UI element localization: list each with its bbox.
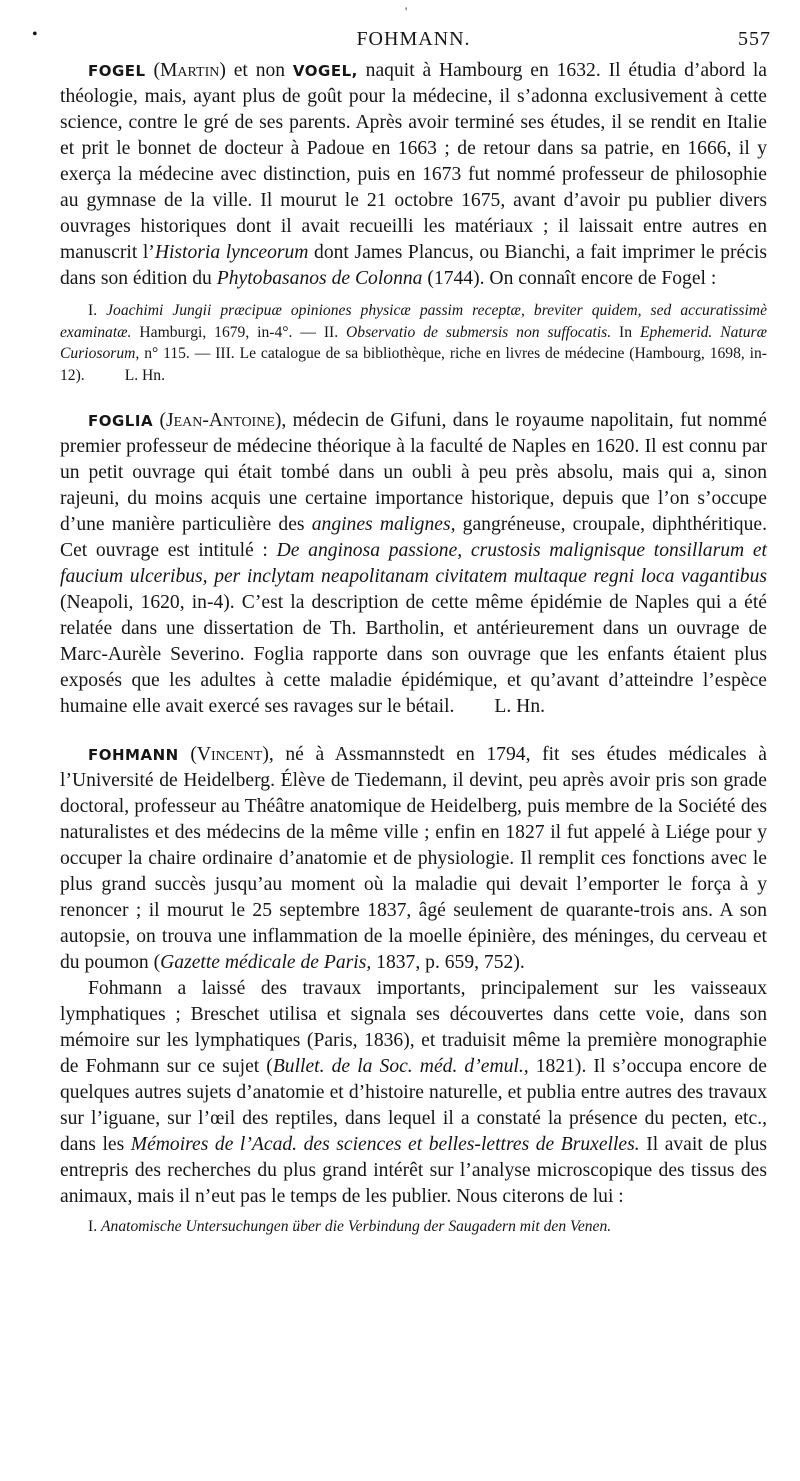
- running-head: FOHMANN.: [356, 28, 471, 50]
- foglia-body: médecin de Gifuni, dans le royaume napolitain, fut nommé premier professeur de médecine théorique à la faculté de Naples en 1620. Il est connu par un petit ouvrage qui était tombé dans un oubli à peu près absolu, mais qui a, sinon rajeuni, du moins acquis une certaine importance historique, depuis que l’on s’occupe d’une manière particulière des: [60, 410, 767, 535]
- foglia-forename: (Jean-Antoine),: [159, 410, 287, 431]
- fogel-title-phytobasanos: Phytobasanos de Colonna: [216, 268, 423, 289]
- fohmann-body-2: 1837, p. 659, 752).: [371, 952, 525, 973]
- fogel-body-3: (1744). On connaît encore de Fogel :: [422, 268, 717, 289]
- fohmann-body: né à Assmannstedt en 1794, fit ses études médicales à l’Université de Heidelberg. Élève de Tiedemann, il devint, peu après avoir pris son grade doctoral, professeur au Théâtre anatomique de Heidelberg, puis membre de la Société des naturalistes et des médecins de la même ville ; enfin en 1827 il fut appelé à Liége pour y occuper la chaire ordinaire d’anatomie et de physiologie. Il remplit ces fonctions avec le plus grand succès jusqu’au moment où la maladie qui devait l’emporter le força à y renoncer ; il mourut le 25 septembre 1837, âgé seulement de quarante-trois ans. A son autopsie, on trouva une inflammation de la moelle épinière, des méninges, du cerveau et du poumon (: [60, 744, 767, 973]
- fohmann-p2-text-3: Il avait de plus entrepris des recherches du plus grand intérêt sur l’analyse microscopique des tissus des animaux, mais il n’eut pas le temps de les publier. Nous citerons de lui :: [60, 1134, 767, 1207]
- signature: L. Hn.: [494, 696, 546, 717]
- fohmann-bibliography: [60, 1216, 767, 1238]
- fogel-bibliography: [60, 300, 767, 386]
- page-number: 557: [738, 28, 771, 50]
- bib-title: Anatomische Untersuchungen über die Verbindung der Saugadern mit den Venen.: [101, 1218, 612, 1235]
- fogel-title-historia: Historia lynceorum: [154, 242, 309, 263]
- bib-number: I.: [88, 1218, 101, 1235]
- headword-fogel: FOGEL: [88, 62, 146, 80]
- fohmann-source-gazette: Gazette médicale de Paris,: [160, 952, 372, 973]
- bib-text: In: [611, 323, 640, 341]
- fogel-text: et non: [225, 60, 293, 81]
- fohmann-paragraph-2: [60, 976, 767, 1210]
- fogel-body-2: dont James Plancus, ou Bianchi, a fait imprimer le précis dans son édition du: [60, 242, 767, 289]
- fohmann-forename: (Vincent),: [190, 744, 274, 765]
- fohmann-p2-memoires: Mémoires de l’Acad. des sciences et belles-lettres de Bruxelles.: [130, 1134, 640, 1155]
- fohmann-p2-bulletin: Bullet. de la Soc. méd. d’emul.,: [272, 1056, 529, 1077]
- fohmann-p2-text: Fohmann a laissé des travaux importants, principalement sur les vaisseaux lymphatiques ; Breschet utilisa et signala ses découvertes dans cette voie, dans son mémoire sur les lymphatiques (Paris, 1836), et traduisit même la première monographie de Fohmann sur ce sujet (: [60, 978, 767, 1077]
- signature: L. Hn.: [124, 366, 165, 384]
- fohmann-p2-text-2: 1821). Il s’occupa encore de quelques autres sujets d’anatomie et d’histoire naturelle, et publia entre autres des travaux sur l’iguane, sur l’œil des reptiles, dans lequel il a constaté la présence du pecten, etc., dans les: [60, 1056, 767, 1155]
- fogel-body: naquit à Hambourg en 1632. Il étudia d’abord la théologie, mais, ayant plus de goût pour la médecine, il s’adonna exclusivement à cette science, contre le gré de ses parents. Après avoir terminé ses études, il se rendit en Italie et prit le bonnet de docteur à Padoue en 1663 ; de retour dans sa patrie, en 1666, il y exerça la médecine avec distinction, puis en 1673 fut nommé professeur de philosophie au gymnase de la ville. Il mourut le 21 octobre 1675, avant d’avoir pu publier divers ouvrages historiques dont il avait recueilli les matériaux ; il laissait entre autres en manuscrit l’: [60, 60, 767, 263]
- entry-foglia: [60, 408, 767, 720]
- entry-fohmann: [60, 742, 767, 976]
- foglia-body-2: gangréneuse, croupale, diphthéritique. Cet ouvrage est intitulé :: [60, 514, 767, 561]
- fogel-forename: (Martin): [153, 60, 226, 81]
- document-page: [32, 4, 771, 1238]
- bib-title: Joachimi Jungii præcipuæ opiniones physicæ passim receptæ, breviter quidem, sed accuratissimè examinatæ.: [60, 302, 767, 341]
- bib-text: Hamburgi, 1679, in-4°. — II.: [131, 323, 347, 341]
- top-mark: ': [405, 4, 409, 18]
- foglia-italic-angines: angines malignes,: [311, 514, 456, 535]
- headword-foglia: FOGLIA: [88, 412, 154, 430]
- bib-title: Observatio de submersis non suffocatis.: [346, 323, 612, 341]
- headword-fohmann: FOHMANN: [88, 746, 179, 764]
- entry-fogel: [60, 58, 767, 292]
- bib-number: I.: [88, 302, 107, 319]
- margin-mark: •: [32, 26, 39, 43]
- page-header: [32, 4, 771, 58]
- bib-text: n° 115. — III. Le catalogue de sa bibliothèque, riche en livres de médecine (Hambourg, 1698, in-12).: [60, 345, 767, 384]
- foglia-title-de-anginosa: De anginosa passione, crustosis malignisque tonsillarum et faucium ulceribus, per inclytam neapolitanam civitatem multaque regni loca vagantibus: [60, 540, 767, 587]
- headword-vogel: VOGEL,: [292, 62, 358, 80]
- foglia-body-3: (Neapoli, 1620, in-4). C’est la description de cette même épidémie de Naples qui a été relatée dans une dissertation de Th. Bartholin, et antérieurement dans un ouvrage de Marc-Aurèle Severino. Foglia rapporte dans son ouvrage que les enfants étaient plus exposés que les adultes à cette maladie épidémique, et qu’avant d’atteindre l’espèce humaine elle avait exercé ses ravages sur le bétail.: [60, 592, 767, 717]
- bib-source: Ephemerid. Naturæ Curiosorum,: [60, 323, 767, 362]
